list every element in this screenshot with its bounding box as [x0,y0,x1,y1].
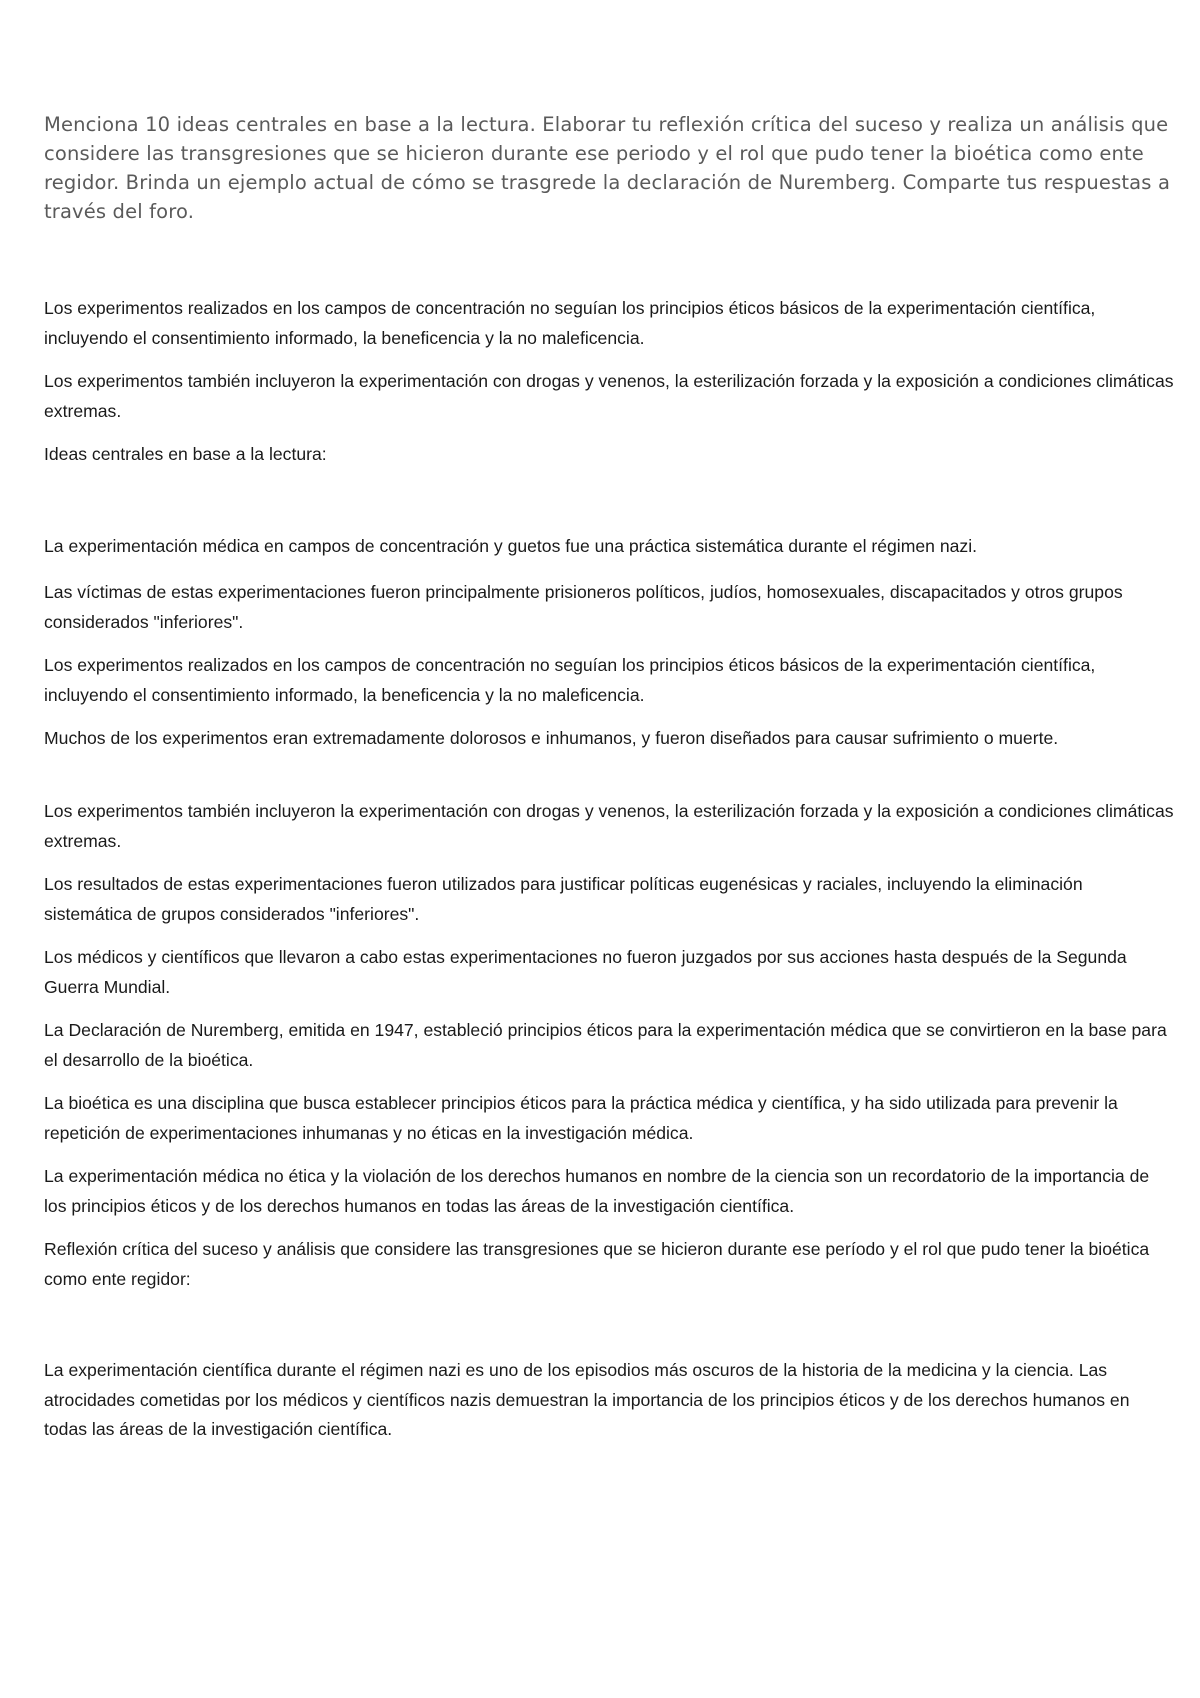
ideas-heading: Ideas centrales en base a la lectura: [44,444,327,464]
idea-paragraph-8: La Declaración de Nuremberg, emitida en 1947, estableció principios éticos para la experimentación médica que se convirtieron en la base para el desarrollo de la bioética. [44,1020,1167,1070]
idea-paragraph-1: La experimentación médica en campos de concentración y guetos fue una práctica sistemática durante el régimen nazi. [44,536,977,556]
reflection-paragraph: La experimentación científica durante el régimen nazi es uno de los episodios más oscuros de la historia de la medicina y la ciencia. Las atrocidades cometidas por los médicos y científicos nazis demuestran la importancia de los principios éticos y de los derechos humanos en todas las áreas de la investigación científica. [44,1360,1130,1439]
idea-paragraph-4: Muchos de los experimentos eran extremadamente dolorosos e inhumanos, y fueron diseñados para causar sufrimiento o muerte. [44,728,1059,748]
intro-paragraph-2: Los experimentos también incluyeron la experimentación con drogas y venenos, la esterilización forzada y la exposición a condiciones climáticas extremas. [44,371,1174,421]
idea-paragraph-9: La bioética es una disciplina que busca establecer principios éticos para la práctica médica y científica, y ha sido utilizada para prevenir la repetición de experimentaciones inhumanas y no éticas en la investigación médica. [44,1093,1118,1143]
assignment-prompt: Menciona 10 ideas centrales en base a la lectura. Elaborar tu reflexión crítica del suceso y realiza un análisis que considere las transgresiones que se hicieron durante ese periodo y el rol que pudo tener la bioética como ente regidor. Brinda un ejemplo actual de cómo se trasgrede la declaración de Nuremberg. Comparte tus respuestas a través del foro. [44,113,1171,223]
idea-paragraph-2: Las víctimas de estas experimentaciones fueron principalmente prisioneros políticos, judíos, homosexuales, discapacitados y otros grupos considerados "inferiores". [44,582,1123,632]
idea-paragraph-5: Los experimentos también incluyeron la experimentación con drogas y venenos, la esterilización forzada y la exposición a condiciones climáticas extremas. [44,801,1174,851]
reflection-heading: Reflexión crítica del suceso y análisis que considere las transgresiones que se hicieron durante ese período y el rol que pudo tener la bioética como ente regidor: [44,1239,1150,1289]
intro-paragraph-1: Los experimentos realizados en los campos de concentración no seguían los principios éticos básicos de la experimentación científica, incluyendo el consentimiento informado, la beneficencia y la no maleficencia. [44,298,1096,348]
idea-paragraph-10: La experimentación médica no ética y la violación de los derechos humanos en nombre de la ciencia son un recordatorio de la importancia de los principios éticos y de los derechos humanos en todas las áreas de la investigación científica. [44,1166,1150,1216]
idea-paragraph-6: Los resultados de estas experimentaciones fueron utilizados para justificar políticas eugenésicas y raciales, incluyendo la eliminación sistemática de grupos considerados "inferiores". [44,874,1083,924]
idea-paragraph-7: Los médicos y científicos que llevaron a cabo estas experimentaciones no fueron juzgados por sus acciones hasta después de la Segunda Guerra Mundial. [44,947,1127,997]
idea-paragraph-3: Los experimentos realizados en los campos de concentración no seguían los principios éticos básicos de la experimentación científica, incluyendo el consentimiento informado, la beneficencia y la no maleficencia. [44,655,1096,705]
